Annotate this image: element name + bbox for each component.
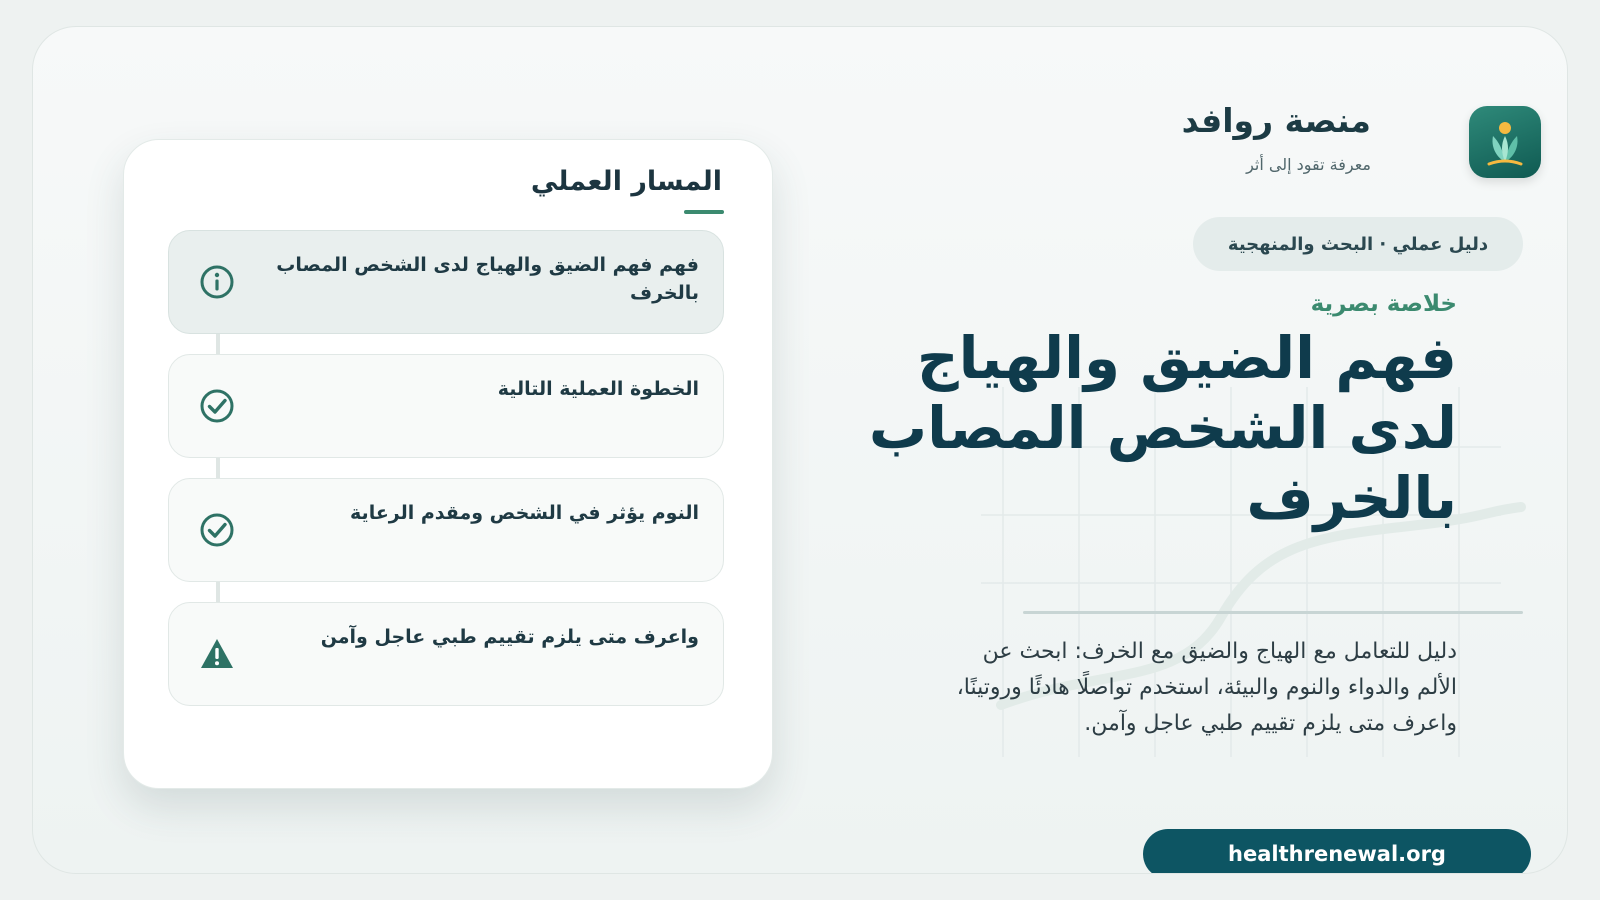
step-item-3[interactable] [168, 478, 724, 582]
info-icon [199, 264, 235, 300]
check-circle-icon [199, 388, 235, 424]
brand-tagline: معرفة تقود إلى أثر [1246, 155, 1371, 174]
step-item-2[interactable] [168, 354, 724, 458]
step-label: واعرف متى يلزم تقييم طبي عاجل وآمن [320, 626, 699, 648]
step-item-1[interactable] [168, 230, 724, 334]
step-label: النوم يؤثر في الشخص ومقدم الرعاية [350, 502, 699, 524]
check-circle-icon [199, 512, 235, 548]
step-label: فهم فهم الضيق والهياج لدى الشخص المصاب بالخرف [276, 254, 699, 304]
practical-path-card [123, 139, 773, 789]
step-item-4[interactable] [168, 602, 724, 706]
brand-name: منصة روافد [1181, 101, 1371, 140]
warning-icon [199, 636, 235, 672]
card-title-underline [684, 210, 724, 214]
step-connector [216, 457, 220, 479]
hero-title: فهم الضيق والهياج لدى الشخص المصاب بالخرف [868, 324, 1457, 532]
slide-frame [32, 26, 1568, 874]
category-badge: دليل عملي · البحث والمنهجية [1193, 217, 1523, 271]
hero-description: دليل للتعامل مع الهياج والضيق مع الخرف: ابحث عن الألم والدواء والنوم والبيئة، استخدم تواصلًا هادئًا وروتينًا، واعرف متى يلزم تقييم طبي عاجل وآمن. [956, 639, 1457, 736]
step-label: الخطوة العملية التالية [497, 378, 699, 400]
brand-logo [1469, 106, 1541, 178]
step-connector [216, 581, 220, 603]
website-link-button[interactable]: healthrenewal.org [1143, 829, 1531, 874]
card-title: المسار العملي [530, 166, 722, 197]
hero-divider [1023, 611, 1523, 614]
hero-kicker: خلاصة بصرية [1310, 291, 1457, 317]
step-connector [216, 333, 220, 355]
